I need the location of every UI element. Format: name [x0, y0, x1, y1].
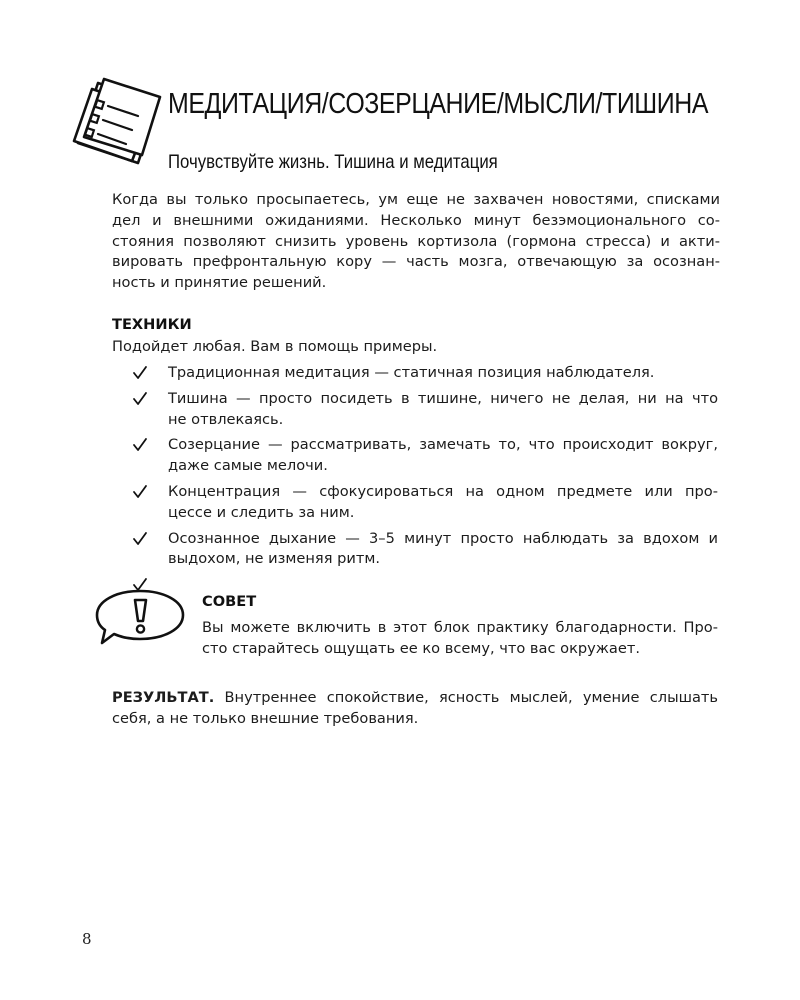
checkmark-icon	[132, 437, 148, 453]
text-line: Концентрация — сфокусироваться на одном предмете или про-	[168, 482, 718, 500]
text-line: Когда вы только просыпаетесь, ум еще не захвачен новостями, списками	[112, 191, 720, 208]
techniques-list	[132, 363, 722, 602]
chapter-title: МЕДИТАЦИЯ/СОЗЕРЦАНИЕ/МЫСЛИ/ТИШИНА	[168, 88, 709, 120]
text-line: Осознанное дыхание — 3–5 минут просто наблюдать за вдохом и	[168, 529, 718, 547]
text-line: выдохом, не изменяя ритм.	[168, 550, 381, 568]
intro-paragraph	[112, 190, 720, 294]
list-item	[132, 435, 722, 477]
list-item-text	[168, 482, 718, 524]
list-item-text	[168, 435, 718, 477]
checkmark-icon	[132, 531, 148, 547]
text-line: Тишина — просто посидеть в тишине, ничего не делая, ни на что	[168, 389, 718, 407]
result-label: РЕЗУЛЬТАТ.	[112, 689, 215, 706]
section-subtitle: Почувствуйте жизнь. Тишина и медитация	[168, 151, 498, 173]
text-line: стояния позволяют снизить уровень кортизола (гормона стресса) и акти-	[112, 232, 720, 250]
exclamation-speech-bubble-icon	[94, 588, 186, 646]
text-line: вировать префронтальную кору — часть мозга, отвечающую за осознан-	[112, 253, 720, 271]
result-text: Внутреннее спокойствие, ясность мыслей, умение слышать	[214, 689, 718, 706]
checkmark-icon	[132, 365, 148, 381]
text-line: Традиционная медитация — статичная позиция наблюдателя.	[168, 364, 655, 381]
text-line: даже самые мелочи.	[168, 457, 328, 475]
techniques-intro: Подойдет любая. Вам в помощь примеры.	[112, 338, 438, 355]
text-line: ность и принятие решений.	[112, 274, 327, 292]
text-line	[112, 688, 718, 709]
result-paragraph	[112, 688, 718, 730]
list-item-text	[168, 389, 718, 431]
text-line: Созерцание — рассматривать, замечать то, что происходит вокруг,	[168, 436, 718, 454]
page-number: 8	[82, 930, 92, 948]
list-item-text	[168, 529, 718, 571]
list-item-text	[168, 363, 718, 384]
techniques-heading: ТЕХНИКИ	[112, 316, 192, 333]
list-item	[132, 389, 722, 431]
text-line: не отвлекаясь.	[168, 410, 284, 428]
tip-text	[202, 617, 718, 659]
text-line: цессе и следить за ним.	[168, 503, 355, 521]
text-line: сто старайтесь ощущать ее ко всему, что вас окружает.	[202, 640, 640, 657]
checklist-papers-icon	[70, 75, 162, 167]
list-item	[132, 363, 722, 384]
list-item	[132, 482, 722, 524]
text-line: дел и внешними ожиданиями. Несколько минут безэмоционального со-	[112, 211, 720, 229]
checkmark-icon	[132, 391, 148, 407]
text-line: Вы можете включить в этот блок практику благодарности. Про-	[202, 619, 718, 636]
checkmark-icon	[132, 484, 148, 500]
tip-heading: СОВЕТ	[202, 593, 257, 610]
text-line: себя, а не только внешние требования.	[112, 709, 419, 727]
list-item	[132, 529, 722, 571]
